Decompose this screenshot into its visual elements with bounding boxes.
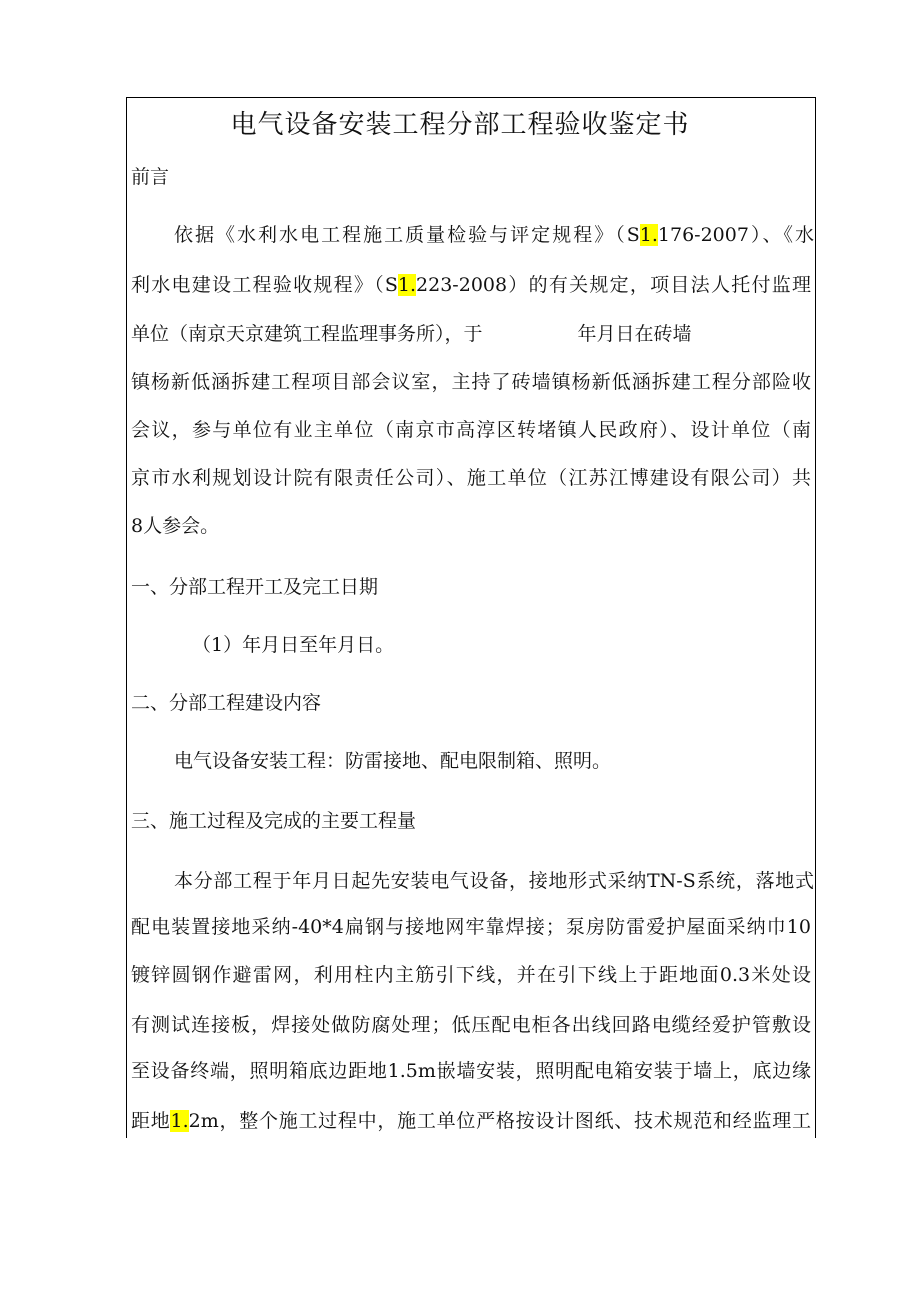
highlighted-text: 1. bbox=[170, 1110, 189, 1132]
para3-line4: 有测试连接板，焊接处做防腐处理；低压配电柜各出线回路电缆经爱护管敷设 bbox=[131, 1014, 811, 1036]
highlighted-text: 1. bbox=[639, 224, 658, 246]
text-segment: 2m，整个施工过程中，施工单位严格按设计图纸、技术规范和经监理工 bbox=[188, 1110, 811, 1132]
para1-line5: 会议，参与单位有业主单位（南京市高淳区转堵镇人民政府）、设计单位（南 bbox=[131, 419, 811, 441]
para1-line4: 镇杨新低涵拆建工程项目部会议室，主持了砖墙镇杨新低涵拆建工程分部险收 bbox=[131, 371, 811, 393]
document-title: 电气设备安装工程分部工程验收鉴定书 bbox=[230, 110, 690, 140]
section1-text: （1）年月日至年月日。 bbox=[192, 634, 395, 656]
preface-heading: 前言 bbox=[131, 166, 170, 188]
text-segment: 223-2008）的有关规定，项目法人托付监理 bbox=[416, 274, 811, 296]
section2-heading: 二、分部工程建设内容 bbox=[131, 692, 322, 714]
text-segment: 利水电建设工程验收规程》（S bbox=[131, 274, 398, 296]
para1-line6: 京市水利规划设计院有限责任公司）、施工单位（江苏江博建设有限公司）共 bbox=[131, 467, 811, 489]
section2-text: 电气设备安装工程：防雷接地、配电限制箱、照明。 bbox=[174, 750, 612, 772]
para3-line5: 至设备终端，照明箱底边距地1.5m嵌墙安装，照明配电箱安装于墙上，底边缘 bbox=[131, 1060, 811, 1082]
para1-line3: 单位（南京天京建筑工程监理事务所），于 年月日在砖墙 bbox=[131, 323, 692, 345]
section1-heading: 一、分部工程开工及完工日期 bbox=[131, 576, 379, 598]
highlighted-text: 1. bbox=[397, 274, 417, 296]
text-segment: 依据《水利水电工程施工质量检验与评定规程》（S bbox=[174, 224, 640, 246]
para1-line1 bbox=[174, 222, 814, 248]
para3-line6 bbox=[131, 1108, 811, 1134]
para1-line2 bbox=[131, 272, 811, 298]
text-segment: 距地 bbox=[131, 1110, 171, 1132]
para3-line1: 本分部工程于年月日起先安装电气设备，接地形式采纳TN-S系统，落地式 bbox=[174, 870, 814, 892]
para3-line2: 配电装置接地采纳-40*4扁钢与接地网牢靠焊接；泵房防雷爱护屋面采纳巾10 bbox=[131, 916, 811, 938]
para3-line3: 镀锌圆钢作避雷网，利用柱内主筋引下线，并在引下线上于距地面0.3米处设 bbox=[131, 964, 811, 986]
para1-line7: 8人参会。 bbox=[131, 515, 220, 537]
text-segment: 176-2007）、《水 bbox=[657, 224, 814, 246]
section3-heading: 三、施工过程及完成的主要工程量 bbox=[131, 810, 417, 832]
